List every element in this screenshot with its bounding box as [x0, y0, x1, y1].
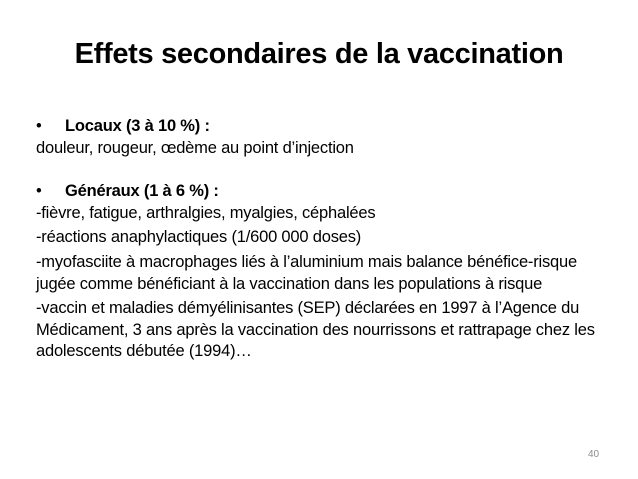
text-line: -réactions anaphylactiques (1/600 000 doses) [36, 228, 362, 247]
section-heading-locaux [36, 116, 606, 138]
heading-text: Généraux (1 à 6 %) : [65, 182, 219, 201]
text-line: -myofasciite à macrophages liés à l’aluminium mais balance bénéfice-risque jugée comme bénéficiant à la vaccination dans les populations à risque [36, 252, 577, 293]
text-line: douleur, rougeur, œdème au point d’injection [36, 138, 354, 157]
bullet-icon: • [36, 117, 42, 135]
page-number: 40 [588, 449, 600, 460]
heading-text: Locaux (3 à 10 %) : [65, 117, 210, 135]
slide-content [36, 116, 606, 363]
text-line: -vaccin et maladies démyélinisantes (SEP) déclarées en 1997 à l’Agence du Médicament, 3 ans après la vaccination des nourrissons et rattrapage chez les adolescents débutée (1994)… [36, 299, 595, 361]
section-heading-generaux [36, 181, 606, 203]
text-line: -fièvre, fatigue, arthralgies, myalgies, céphalées [36, 203, 376, 222]
bullet-icon: • [36, 182, 42, 201]
slide-title: Effets secondaires de la vaccination [74, 38, 564, 70]
